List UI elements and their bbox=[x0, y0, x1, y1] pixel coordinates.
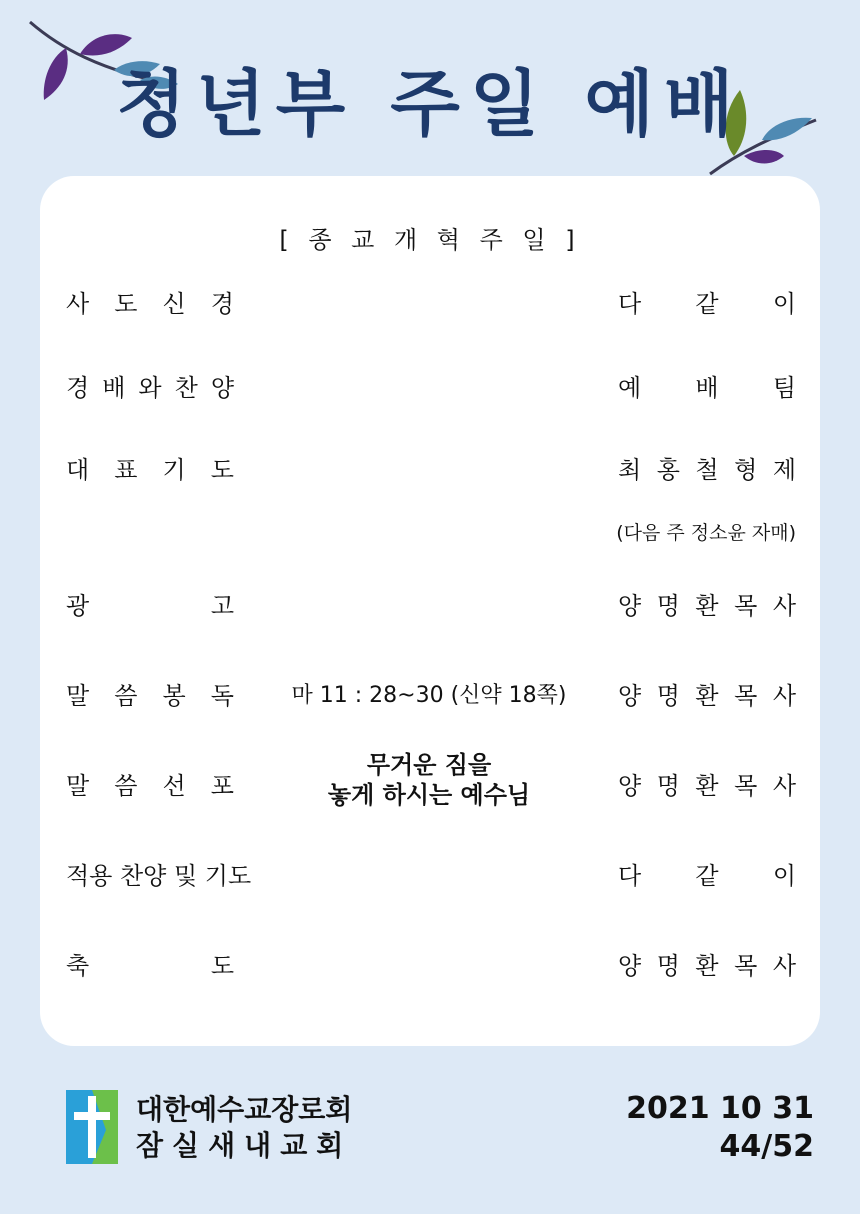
service-row bbox=[40, 284, 820, 334]
next-week-prayer-note: (다음 주 정소윤 자매) bbox=[616, 522, 796, 544]
service-item-person: 다 같 이 bbox=[618, 862, 796, 890]
service-item-person: 양 명 환 목 사 bbox=[618, 952, 796, 980]
service-item-person: 최 홍 철 형 제 bbox=[618, 456, 796, 484]
service-row bbox=[40, 676, 820, 726]
bulletin-date: 2021 10 31 bbox=[626, 1091, 814, 1126]
service-item-person: 양 명 환 목 사 bbox=[618, 772, 796, 800]
service-subtitle: [ 종 교 개 혁 주 일 ] bbox=[279, 226, 581, 254]
service-item-label: 대 표 기 도 bbox=[66, 456, 234, 484]
service-row bbox=[40, 586, 820, 636]
church-info bbox=[136, 1092, 352, 1164]
scripture-reference: 마 11 : 28~30 (신약 18쪽) bbox=[291, 683, 567, 708]
service-item-label: 적용 찬양 및 기도 bbox=[66, 862, 252, 890]
sermon-title-line1: 무거운 짐을 bbox=[366, 751, 492, 779]
service-item-label: 축 도 bbox=[66, 952, 234, 980]
bulletin-date-block bbox=[626, 1090, 814, 1166]
church-cross-logo bbox=[66, 1090, 118, 1164]
service-row bbox=[40, 856, 820, 906]
denomination-name: 대한예수교장로회 bbox=[136, 1093, 353, 1126]
service-item-label: 광 고 bbox=[66, 592, 234, 620]
service-row bbox=[40, 368, 820, 418]
page-title: 청년부 주일 예배 bbox=[116, 62, 744, 146]
order-of-service-card bbox=[40, 176, 820, 1046]
service-item-label: 말 씀 선 포 bbox=[66, 772, 234, 800]
service-item-label: 말 씀 봉 독 bbox=[66, 682, 234, 710]
service-row bbox=[40, 450, 820, 500]
service-item-person: 예 배 팀 bbox=[618, 374, 796, 402]
bulletin-number: 44/52 bbox=[719, 1129, 814, 1164]
sermon-title bbox=[274, 750, 584, 810]
service-row bbox=[40, 946, 820, 996]
church-name: 잠실새내교회 bbox=[136, 1129, 353, 1162]
service-item-person: 양 명 환 목 사 bbox=[618, 682, 796, 710]
service-item-label: 사 도 신 경 bbox=[66, 290, 234, 318]
service-item-person: 다 같 이 bbox=[618, 290, 796, 318]
service-item-person: 양 명 환 목 사 bbox=[618, 592, 796, 620]
service-item-label: 경 배 와 찬 양 bbox=[66, 374, 234, 402]
sermon-title-line2: 놓게 하시는 예수님 bbox=[327, 781, 531, 809]
